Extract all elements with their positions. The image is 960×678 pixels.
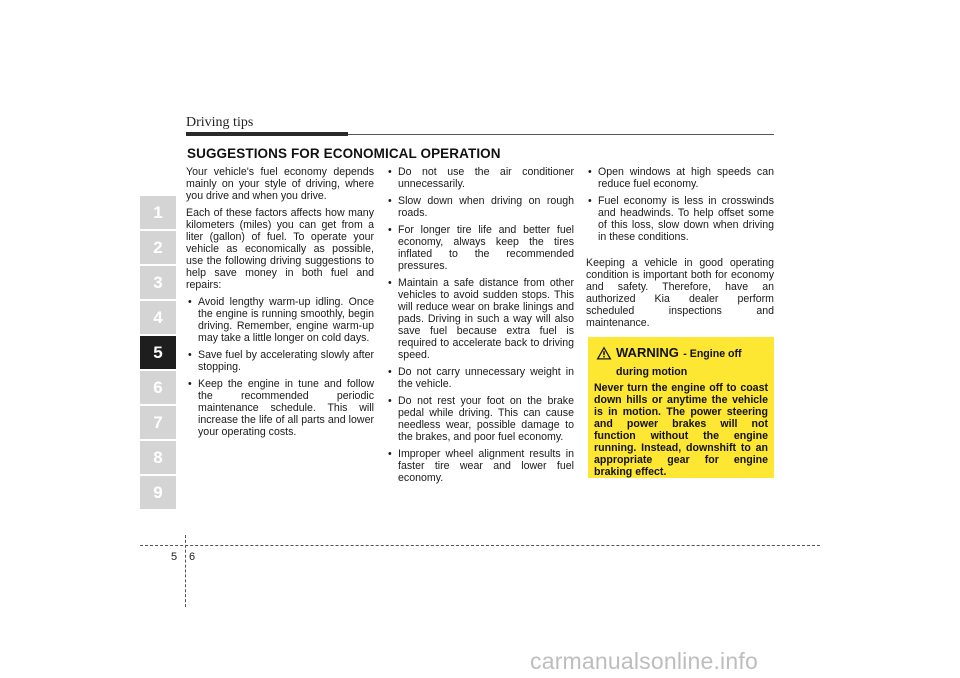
section-title: SUGGESTIONS FOR ECONOMICAL OPERATION [187, 146, 501, 161]
intro-paragraph-1: Your vehicle's fuel economy depends mainly on your style of driving, where you drive and when you drive. [186, 166, 374, 202]
column-3 [586, 166, 774, 334]
list-item: • For longer tire life and better fuel economy, always keep the tires inflated to the recommended pressures. [388, 224, 574, 272]
warning-label: WARNING [616, 345, 679, 360]
header-title: Driving tips [186, 115, 254, 130]
list-item: • Avoid lengthy warm-up idling. Once the engine is running smoothly, begin driving. Remember, engine warm-up may take a little longer on cold days. [188, 296, 374, 344]
list-item: • Keep the engine in tune and follow the recommended periodic maintenance schedule. This will increase the life of all parts and lower your operating costs. [188, 378, 374, 438]
chapter-tab-1[interactable]: 1 [140, 196, 176, 229]
chapter-tab-7[interactable]: 7 [140, 406, 176, 439]
column-2 [386, 166, 574, 489]
warning-body: Never turn the engine off to coast down hills or anytime the vehicle is in motion. The power steering and power brakes will not function without the engine running. Instead, downshift to an appropriate gear for engine braking effect. [594, 382, 768, 478]
chapter-tab-5-active[interactable]: 5 [140, 336, 176, 369]
header-rule [348, 134, 774, 135]
footer-page-number: 6 [189, 551, 196, 563]
chapter-tab-4[interactable]: 4 [140, 301, 176, 334]
list-item: • Maintain a safe distance from other vehicles to avoid sudden stops. This will reduce wear on brake linings and pads. Driving in such a way will also save fuel because extra fuel is required to accelerate back to driving speed. [388, 277, 574, 361]
warning-title-part2: during motion [616, 366, 688, 378]
maintenance-paragraph: Keeping a vehicle in good operating condition is important both for economy and safety. Therefore, have an authorized Kia dealer perform scheduled inspections and maintenance. [586, 257, 774, 329]
list-item: • Save fuel by accelerating slowly after stopping. [188, 349, 374, 373]
list-item: • Do not carry unnecessary weight in the vehicle. [388, 366, 574, 390]
tips-list-1 [186, 296, 374, 438]
header-bar [186, 132, 348, 136]
chapter-tab-8[interactable]: 8 [140, 441, 176, 474]
intro-paragraph-2: Each of these factors affects how many kilometers (miles) you can get from a liter (gallon) of fuel. To operate your vehicle as economically as possible, use the following driving suggestions to help save money in both fuel and repairs: [186, 207, 374, 291]
footer-chapter-number: 5 [171, 551, 178, 563]
list-item: • Fuel economy is less in crosswinds and headwinds. To help offset some of this loss, slow down when driving in these conditions. [588, 195, 774, 243]
chapter-tab-9[interactable]: 9 [140, 476, 176, 509]
chapter-tab-2[interactable]: 2 [140, 231, 176, 264]
watermark: carmanualsonline.info [530, 648, 758, 674]
warning-header [594, 344, 768, 380]
warning-triangle-icon [596, 346, 612, 360]
list-item: • Open windows at high speeds can reduce fuel economy. [588, 166, 774, 190]
tips-list-2 [386, 166, 574, 484]
column-1 [186, 166, 374, 443]
chapter-tab-6[interactable]: 6 [140, 371, 176, 404]
list-item: • Do not rest your foot on the brake pedal while driving. This can cause needless wear, possible damage to the brakes, and poor fuel economy. [388, 395, 574, 443]
warning-box [588, 337, 774, 478]
tips-list-3 [586, 166, 774, 243]
list-item: • Slow down when driving on rough roads. [388, 195, 574, 219]
footer-rule [140, 545, 820, 546]
footer-divider [185, 535, 186, 607]
list-item: • Improper wheel alignment results in faster tire wear and lower fuel economy. [388, 448, 574, 484]
warning-title-part1: - Engine off [683, 348, 742, 360]
list-item: • Do not use the air conditioner unnecessarily. [388, 166, 574, 190]
chapter-tab-3[interactable]: 3 [140, 266, 176, 299]
chapter-tabs [140, 196, 176, 511]
